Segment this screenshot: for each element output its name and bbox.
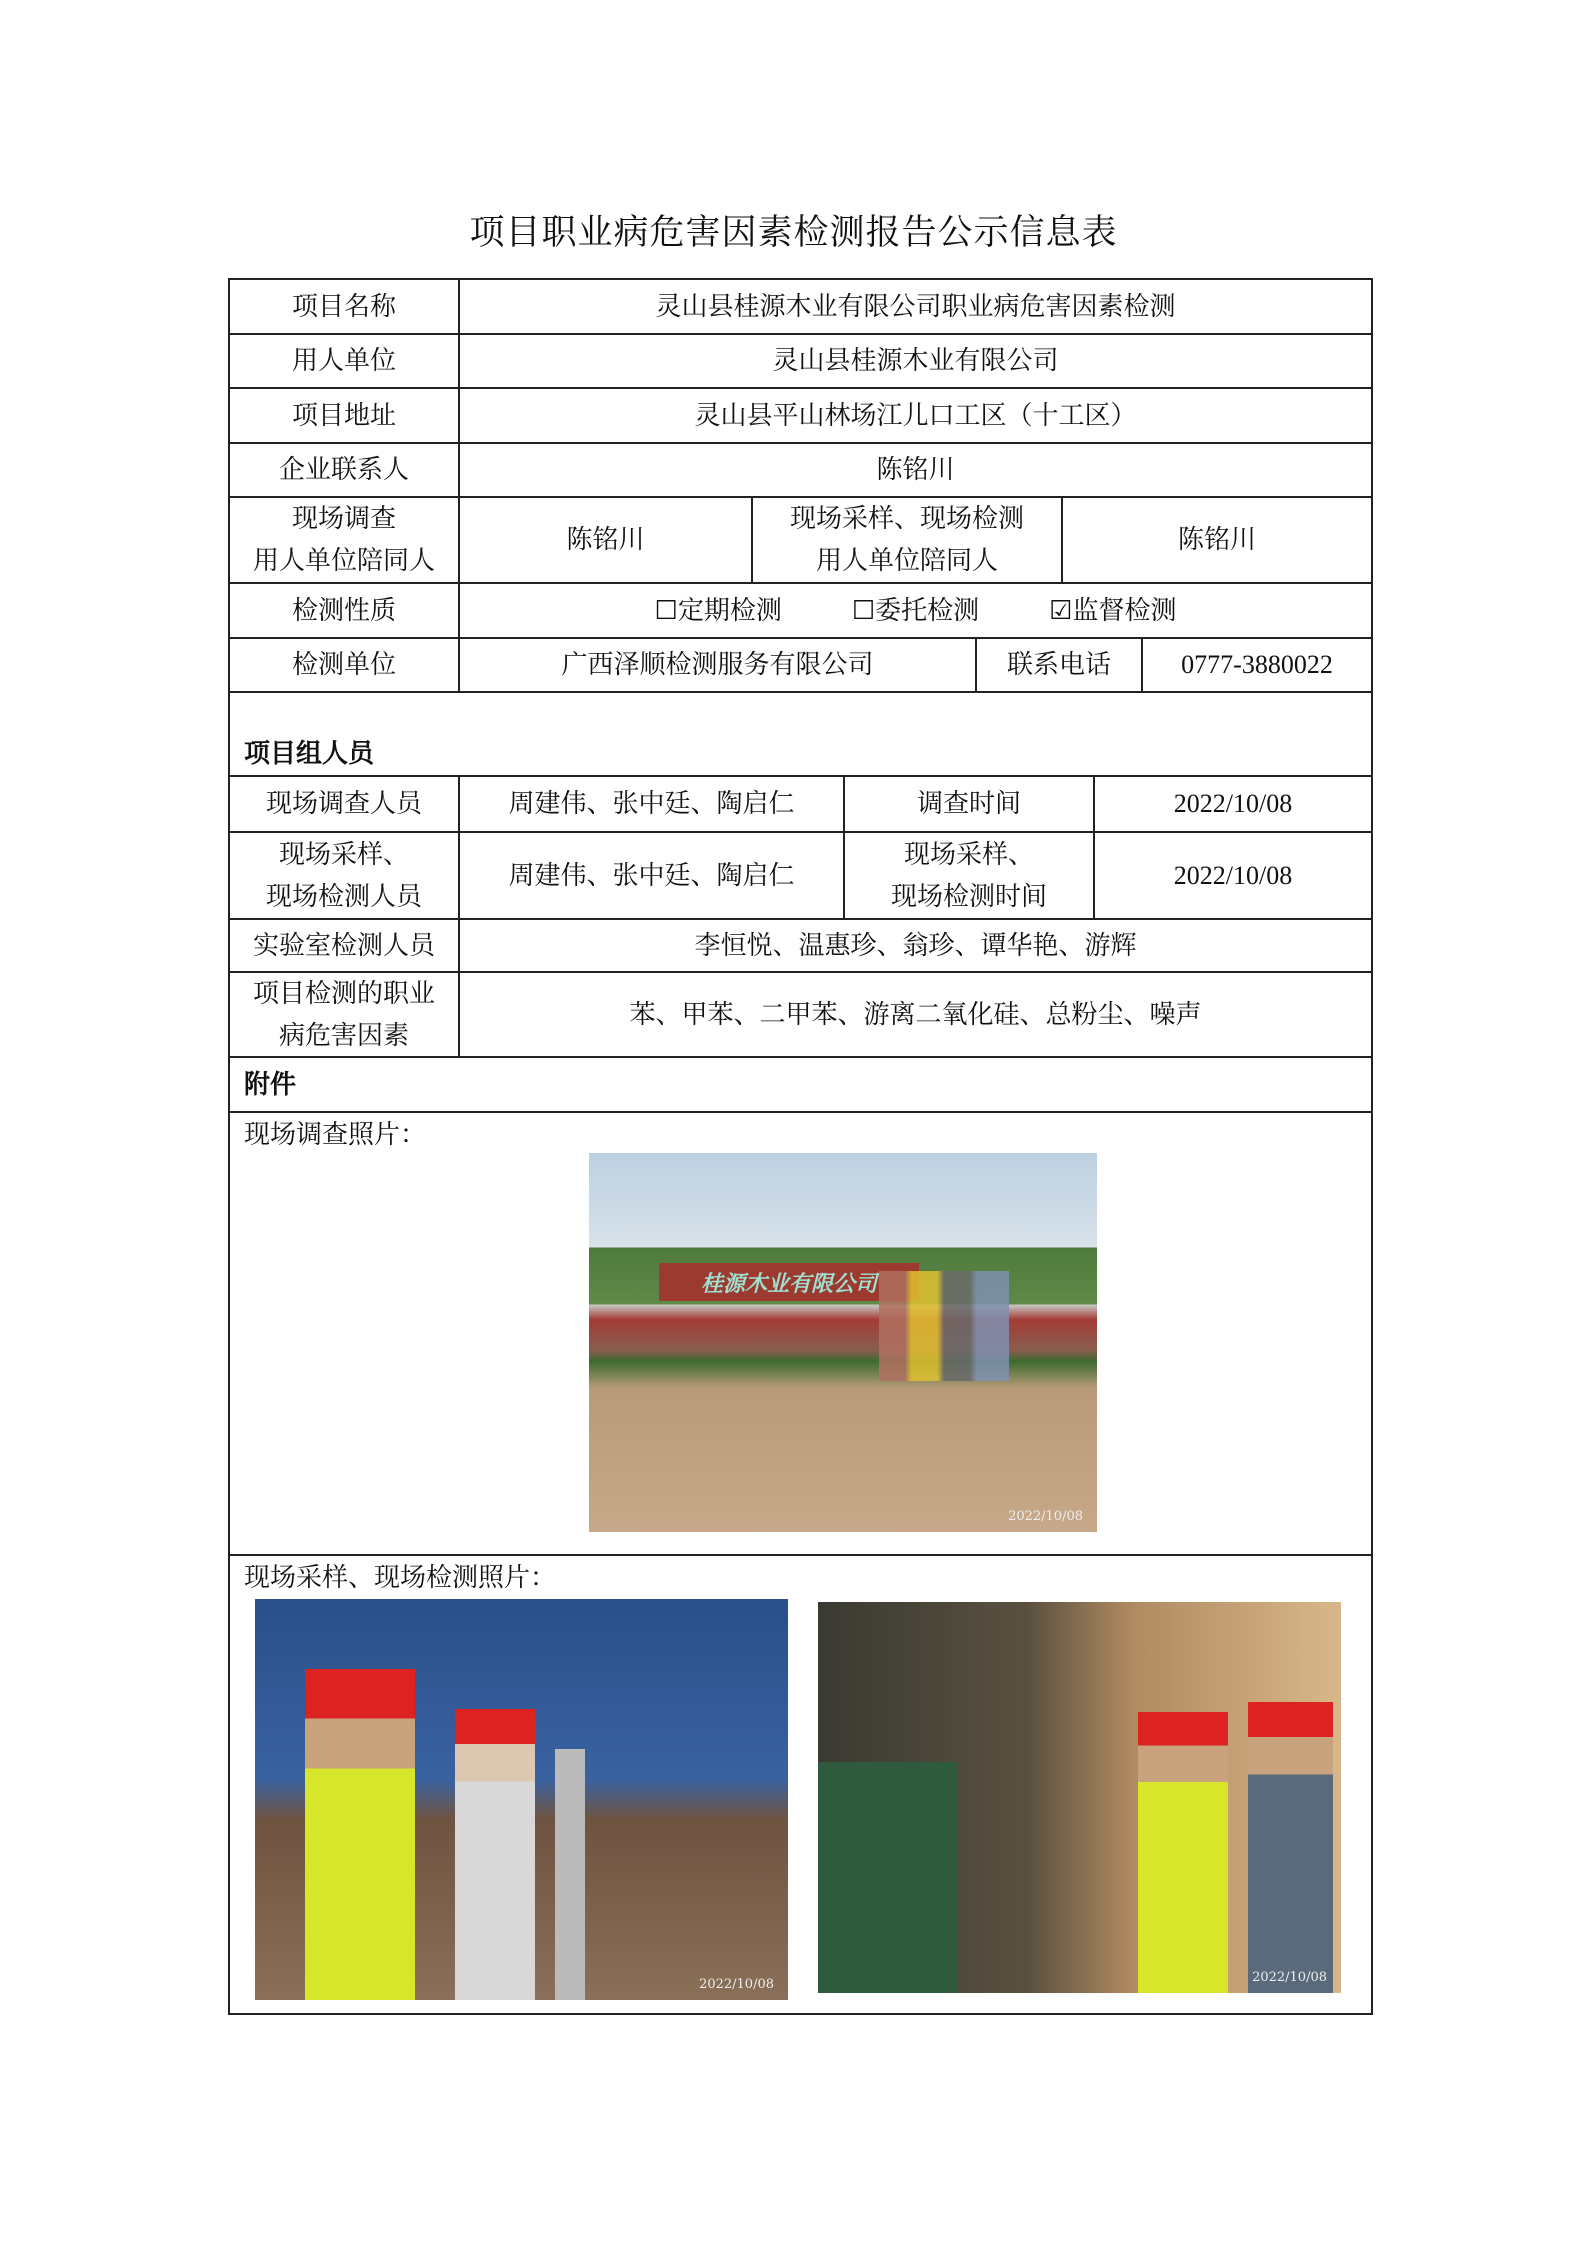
machine [818,1762,958,1993]
employer-label: 用人单位 [291,346,396,375]
label-line: 现场调查 [291,504,396,533]
nature-options [460,584,1371,637]
nature-label: 检测性质 [291,595,396,625]
employer-value: 灵山县桂源木业有限公司 [772,346,1059,375]
survey-photos-label: 现场调查照片： [244,1120,427,1149]
checkbox-periodic[interactable] [655,590,782,632]
survey-staff-value: 周建伟、张中廷、陶启仁 [508,789,795,818]
people-group [879,1271,1009,1381]
worker-figure [305,1669,415,2000]
contact-value: 陈铭川 [876,455,955,484]
sampling-staff-value: 周建伟、张中廷、陶启仁 [508,860,795,890]
team-heading: 项目组人员 [244,739,375,768]
label-line: 现场检测时间 [890,881,1047,911]
label-line: 现场采样、 [278,839,409,869]
checkbox-checked-icon: ☑ [1049,595,1073,625]
sampling-photo-1 [255,1599,788,2000]
hazards-value: 苯、甲苯、二甲苯、游离二氧化硅、总粉尘、噪声 [629,999,1202,1029]
worker-figure [455,1709,535,2000]
sampling-photo-2 [818,1602,1341,1993]
checkbox-empty-icon: ☐ [654,595,678,625]
attachments-heading: 附件 [244,1069,297,1099]
photo-date-stamp: 2022/10/08 [1252,1970,1327,1985]
worker-figure [1248,1702,1333,1993]
sampling-time-value: 2022/10/08 [1173,860,1293,890]
lab-staff-value: 李恒悦、温惠珍、翁珍、谭华艳、游辉 [694,930,1137,960]
checkbox-label: 监督检测 [1072,595,1177,625]
photo-date-stamp: 2022/10/08 [1008,1509,1083,1524]
divider [1371,278,1373,2015]
sampling-accompany-value: 陈铭川 [1177,525,1256,554]
worker-figure [1138,1712,1228,1993]
label-line: 项目检测的职业 [252,978,435,1008]
label-line: 病危害因素 [278,1020,409,1050]
project-name-value: 灵山县桂源木业有限公司职业病危害因素检测 [655,291,1176,321]
label-line: 现场检测人员 [265,881,422,911]
sampling-photos-label: 现场采样、现场检测照片： [244,1563,557,1592]
contact-label: 企业联系人 [278,455,409,484]
divider [228,691,1373,693]
label-line: 用人单位陪同人 [815,546,998,575]
checkbox-empty-icon: ☐ [851,595,876,625]
checkbox-supervisory[interactable] [1049,590,1176,632]
agency-value: 广西泽顺检测服务有限公司 [561,650,874,679]
checkbox-commissioned[interactable] [852,590,979,632]
sampling-accompany-label [753,498,1061,582]
label-line: 现场采样、现场检测 [789,504,1024,533]
project-name-label: 项目名称 [291,291,396,321]
page-title: 项目职业病危害因素检测报告公示信息表 [469,213,1118,252]
hazards-label [230,973,458,1056]
checkbox-label: 委托检测 [875,595,980,625]
photo-date-stamp: 2022/10/08 [699,1977,774,1992]
survey-time-value: 2022/10/08 [1173,789,1293,818]
label-line: 现场采样、 [903,839,1034,869]
survey-staff-label: 现场调查人员 [265,789,422,818]
tripod-instrument [555,1749,585,2000]
sampling-time-label [845,833,1093,918]
survey-accompany-label [230,498,458,582]
divider [228,2013,1373,2015]
sampling-staff-label [230,833,458,918]
survey-time-label: 调查时间 [916,789,1021,818]
company-sign: 桂源木业有限公司 [659,1263,919,1301]
address-value: 灵山县平山林场江儿口工区（十工区） [694,400,1137,430]
label-line: 用人单位陪同人 [252,546,435,575]
agency-label: 检测单位 [291,650,396,679]
lab-staff-label: 实验室检测人员 [252,930,435,960]
address-label: 项目地址 [291,400,396,430]
phone-label: 联系电话 [1006,650,1111,679]
survey-accompany-value: 陈铭川 [566,525,645,554]
checkbox-label: 定期检测 [677,595,782,625]
survey-photo [589,1153,1097,1532]
phone-value: 0777-3880022 [1181,650,1333,679]
